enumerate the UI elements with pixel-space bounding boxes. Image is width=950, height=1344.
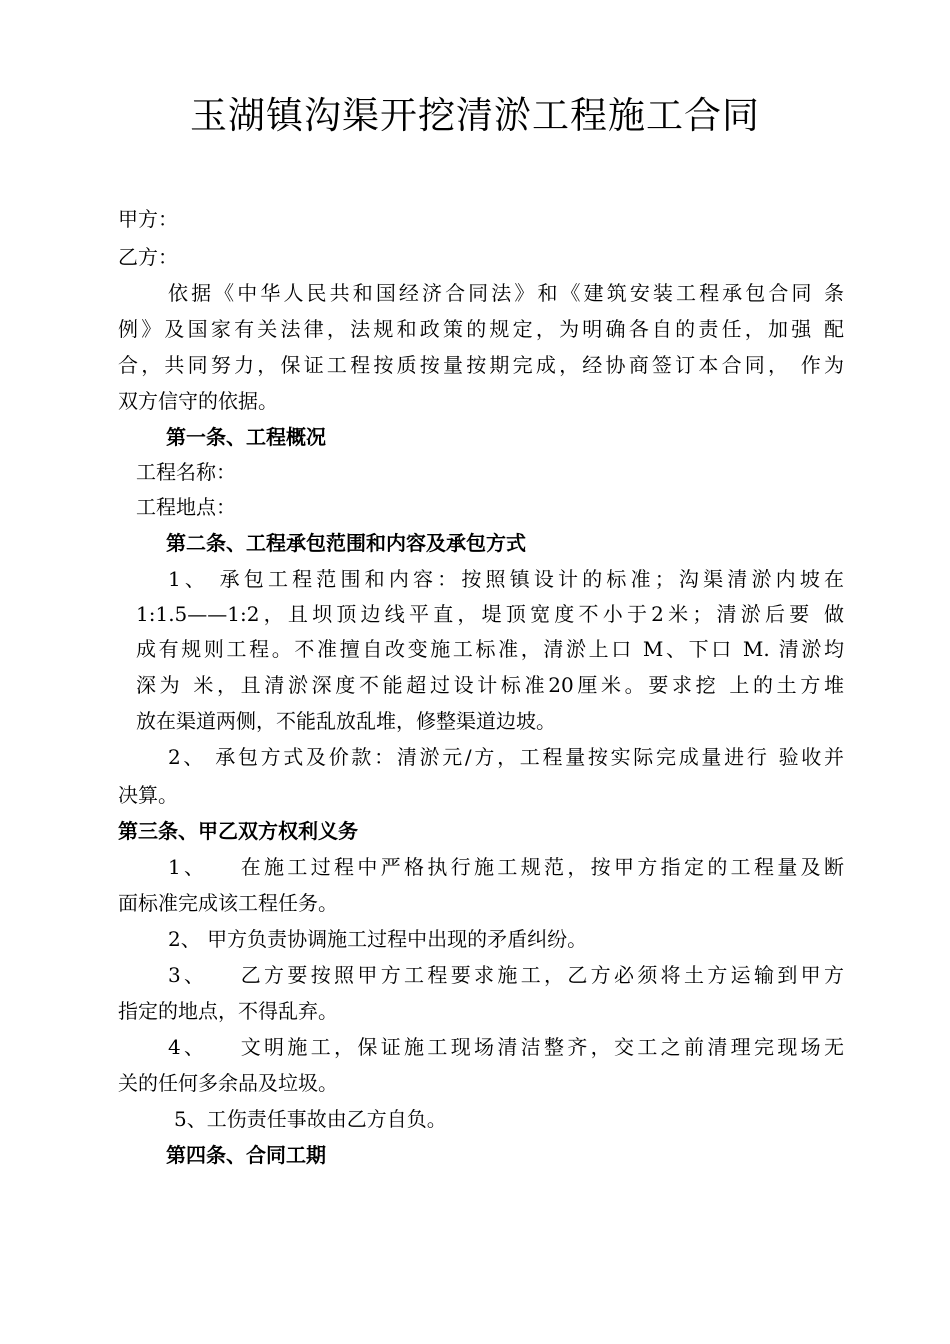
party-b-label: 乙方： <box>118 245 178 269</box>
intro-line: 依据《中华人民共和国经济合同法》和《建筑安装工程承包合同 条 <box>168 281 844 305</box>
item-text: 乙方要按照甲方工程要求施工，乙方必须将土方运输到甲方 <box>237 963 844 987</box>
article-4-heading: 第四条、合同工期 <box>166 1143 326 1167</box>
item-number: 4、 <box>168 1035 208 1059</box>
item-number: 2、 <box>168 927 201 951</box>
article-3-item <box>168 1030 844 1064</box>
item-number: 3、 <box>168 963 208 987</box>
intro-line: 双方信守的依据。 <box>118 389 278 413</box>
project-location-label: 工程地点： <box>136 495 236 519</box>
item-text: 文明施工，保证施工现场清洁整齐，交工之前清理完现场无 <box>237 1035 844 1059</box>
article-1-heading: 第一条、工程概况 <box>166 425 326 449</box>
article-2-heading: 第二条、工程承包范围和内容及承包方式 <box>166 531 526 555</box>
article-2-text: 决算。 <box>118 783 178 807</box>
item-number: 1、 <box>168 855 208 879</box>
article-2-text: 深为 米，且清淤深度不能超过设计标准20厘米。要求挖 上的土方堆 <box>136 673 844 697</box>
article-3-item-continued: 面标准完成该工程任务。 <box>118 891 338 915</box>
article-3-item <box>168 850 844 884</box>
article-3-item <box>168 958 844 992</box>
article-3-heading: 第三条、甲乙双方权利义务 <box>118 819 358 843</box>
project-name-label: 工程名称： <box>136 460 236 484</box>
party-a-label: 甲方： <box>118 207 178 231</box>
article-2-text: 放在渠道两侧，不能乱放乱堆，修整渠道边坡。 <box>136 709 556 733</box>
article-3-item <box>168 922 894 956</box>
article-2-text: 2、 承包方式及价款：清淤元/方，工程量按实际完成量进行 验收并 <box>168 745 844 769</box>
intro-line: 例》及国家有关法律，法规和政策的规定，为明确各自的责任，加强 配 <box>118 317 844 341</box>
item-text: 甲方负责协调施工过程中出现的矛盾纠纷。 <box>207 927 588 951</box>
article-3-item-continued: 关的任何多余品及垃圾。 <box>118 1071 338 1095</box>
article-2-text: 1、 承包工程范围和内容：按照镇设计的标准；沟渠清淤内坡在 <box>168 567 844 591</box>
item-text: 在施工过程中严格执行施工规范，按甲方指定的工程量及断 <box>237 855 844 879</box>
intro-line: 合，共同努力，保证工程按质按量按期完成，经协商签订本合同， 作为 <box>118 353 844 377</box>
document-title: 玉湖镇沟渠开挖清淤工程施工合同 <box>190 94 760 137</box>
article-2-text: 成有规则工程。不准擅自改变施工标准，清淤上口 M、下口 M. 清淤均 <box>136 637 844 661</box>
article-3-item-continued: 指定的地点，不得乱弃。 <box>118 999 338 1023</box>
article-3-item: 5、工伤责任事故由乙方自负。 <box>174 1107 447 1131</box>
article-2-text: 1:1.5——1:2，且坝顶边线平直，堤顶宽度不小于2米；清淤后要 做 <box>136 602 844 626</box>
